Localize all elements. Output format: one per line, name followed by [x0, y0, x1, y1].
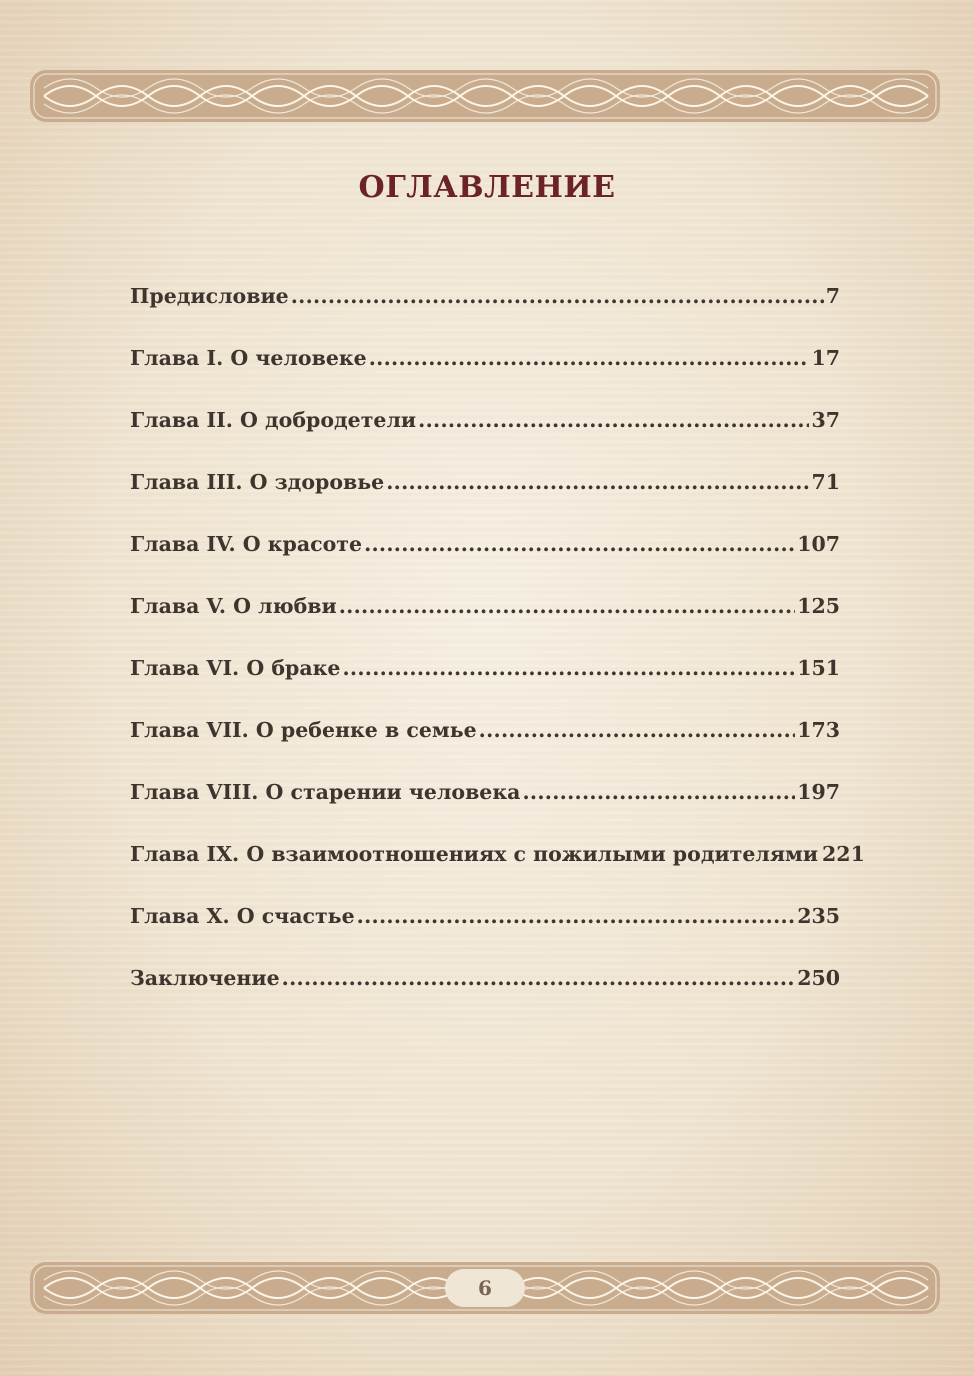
toc-entry[interactable]: [130, 780, 840, 842]
toc-entry-title: Глава X. О счастье: [130, 904, 355, 928]
toc-entry-page: 107: [797, 532, 840, 556]
toc-entry[interactable]: [130, 532, 840, 594]
toc-entry[interactable]: [130, 284, 840, 346]
toc-entry-title: Глава III. О здоровье: [130, 470, 385, 494]
toc-entry-title: Глава I. О человеке: [130, 346, 367, 370]
toc-entry[interactable]: [130, 656, 840, 718]
toc-dot-leader: [339, 594, 795, 618]
toc-entry[interactable]: [130, 966, 840, 1028]
toc-dot-leader: [418, 408, 809, 432]
toc-entry[interactable]: [130, 408, 840, 470]
toc-entry[interactable]: [130, 904, 840, 966]
toc-entry[interactable]: [130, 594, 840, 656]
toc-entry-page: 125: [797, 594, 840, 618]
toc-entry-page: 173: [797, 718, 840, 742]
toc-entry-page: 235: [797, 904, 840, 928]
toc-entry-title: Предисловие: [130, 284, 289, 308]
toc-entry-title: Заключение: [130, 966, 280, 990]
toc-dot-leader: [357, 904, 796, 928]
toc-dot-leader: [291, 284, 824, 308]
toc-entry-page: 250: [797, 966, 840, 990]
toc-entry[interactable]: [130, 470, 840, 532]
toc-dot-leader: [479, 718, 796, 742]
toc-entry-title: Глава V. О любви: [130, 594, 337, 618]
toc-dot-leader: [282, 966, 796, 990]
top-ornament-border: [30, 70, 940, 122]
toc-dot-leader: [342, 656, 795, 680]
table-of-contents: [130, 284, 865, 1028]
toc-dot-leader: [522, 780, 795, 804]
toc-dot-leader: [369, 346, 810, 370]
toc-entry[interactable]: [130, 346, 840, 408]
page-title: ОГЛАВЛЕНИЕ: [358, 170, 616, 205]
ornament-band-top: [30, 70, 940, 122]
page-number: 6: [445, 1269, 525, 1307]
toc-entry-title: Глава VI. О браке: [130, 656, 341, 680]
toc-entry-title: Глава IX. О взаимоотношениях с пожилыми родителями: [130, 842, 819, 866]
toc-entry-page: 7: [825, 284, 840, 308]
toc-entry-page: 197: [797, 780, 840, 804]
toc-dot-leader: [364, 532, 795, 556]
toc-entry-page: 221: [822, 842, 865, 866]
toc-entry[interactable]: [130, 718, 840, 780]
toc-entry-page: 71: [811, 470, 840, 494]
toc-dot-leader: [386, 470, 809, 494]
toc-entry-title: Глава VIII. О старении человека: [130, 780, 521, 804]
toc-entry-page: 17: [811, 346, 840, 370]
toc-entry-title: Глава VII. О ребенке в семье: [130, 718, 477, 742]
toc-entry-page: 151: [797, 656, 840, 680]
toc-entry-title: Глава IV. О красоте: [130, 532, 363, 556]
toc-entry[interactable]: [130, 842, 865, 904]
toc-entry-page: 37: [811, 408, 840, 432]
toc-entry-title: Глава II. О добродетели: [130, 408, 417, 432]
